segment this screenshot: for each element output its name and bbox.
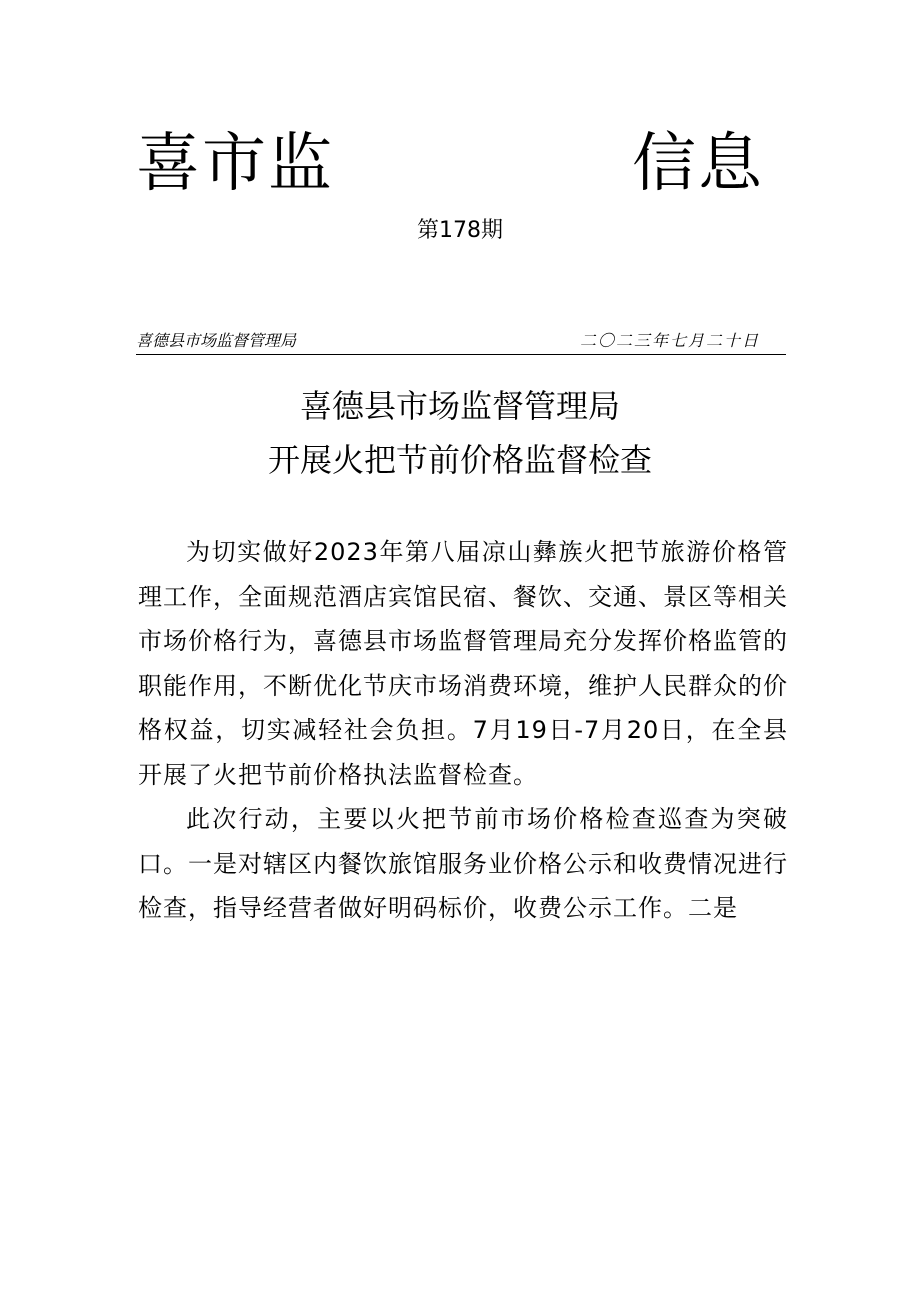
issuing-organization: 喜德县市场监督管理局	[136, 331, 297, 350]
paragraph-1: 为切实做好2023年第八届凉山彝族火把节旅游价格管理工作，全面规范酒店宾馆民宿、餐饮、交通、景区等相关市场价格行为，喜德县市场监督管理局充分发挥价格监管的职能作用，不断优化节庆市场消费环境，维护人民群众的价格权益，切实减轻社会负担。7月19日-7月20日，在全县开展了火把节前价格执法监督检查。	[138, 538, 788, 789]
meta-row	[136, 330, 786, 354]
article-title-line-2: 开展火把节前价格监督检查	[267, 441, 652, 479]
issue-date: 二〇二三年七月二十日	[579, 331, 760, 350]
paragraph-2: 此次行动，主要以火把节前市场价格检查巡查为突破口。一是对辖区内餐饮旅馆服务业价格公示和收费情况进行检查，指导经营者做好明码标价，收费公示工作。二是	[138, 805, 788, 922]
article-body	[138, 530, 788, 931]
issue-number: 第178期	[417, 218, 503, 243]
article-title-line-1: 喜德县市场监督管理局	[299, 387, 620, 425]
masthead-title-left: 喜市监	[136, 127, 334, 201]
masthead-title-right: 信息	[632, 127, 764, 201]
header-divider	[136, 354, 786, 355]
